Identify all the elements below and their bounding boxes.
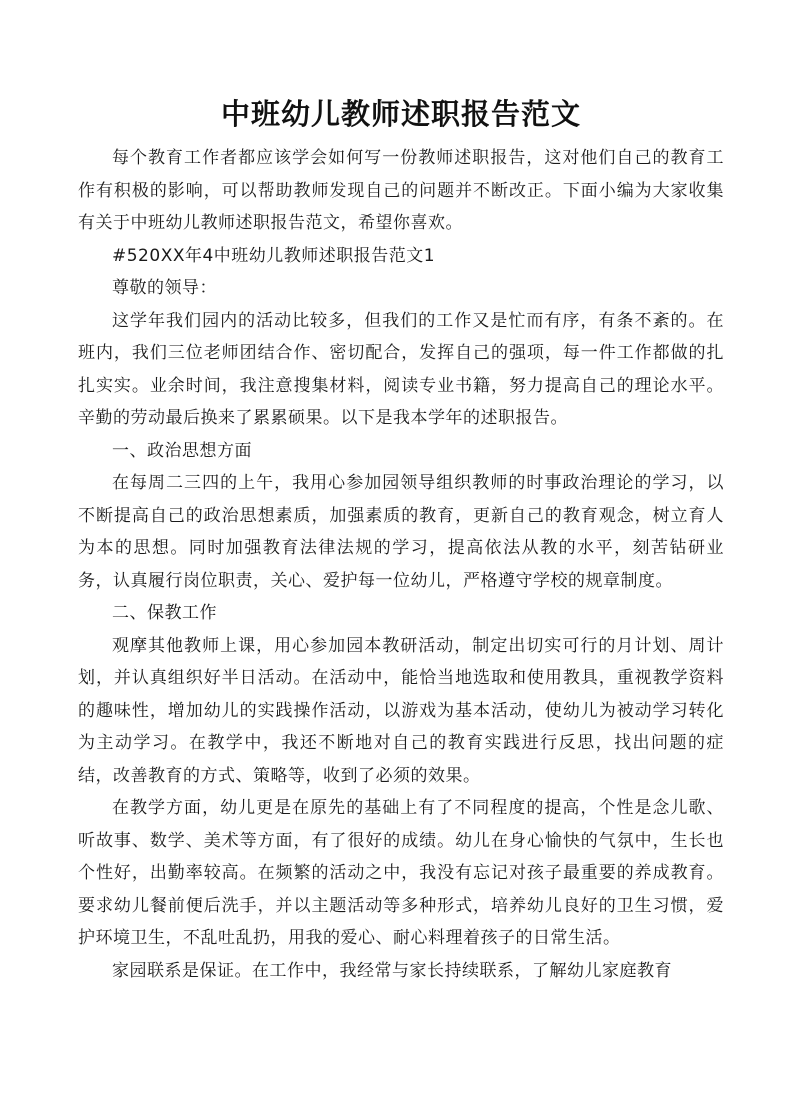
report-heading: #520XX年4中班幼儿教师述职报告范文1 (112, 245, 436, 266)
section-heading-teaching: 二、保教工作 (112, 603, 217, 623)
body-paragraph: 这学年我们园内的活动比较多，但我们的工作又是忙而有序，有条不紊的。在班内，我们三位老师团结合作、密切配合，发挥自己的强项，每一件工作都做的扎扎实实。业余时间，我注意搜集材料，阅读专业书籍，努力提高自己的理论水平。辛勤的劳动最后换来了累累硕果。以下是我本学年的述职报告。 (78, 310, 724, 428)
document-title: 中班幼儿教师述职报告范文 (220, 97, 581, 131)
body-paragraph: 家园联系是保证。在工作中，我经常与家长持续联系，了解幼儿家庭教育 (112, 960, 672, 981)
body-paragraph: 在教学方面，幼儿更是在原先的基础上有了不同程度的提高，个性是念儿歌、听故事、数学、美术等方面，有了很好的成绩。幼儿在身心愉快的气氛中，生长也个性好，出勤率较高。在频繁的活动之中，我没有忘记对孩子最重要的养成教育。要求幼儿餐前便后洗手，并以主题活动等多种形式，培养幼儿良好的卫生习惯，爱护环境卫生，不乱吐乱扔，用我的爱心、耐心料理着孩子的日常生活。 (78, 798, 724, 948)
intro-paragraph: 每个教育工作者都应该学会如何写一份教师述职报告，这对他们自己的教育工作有积极的影响，可以帮助教师发现自己的问题并不断改正。下面小编为大家收集有关于中班幼儿教师述职报告范文，希望你喜欢。 (78, 148, 724, 233)
section-heading-politics: 一、政治思想方面 (112, 440, 252, 461)
body-paragraph: 在每周二三四的上午，我用心参加园领导组织教师的时事政治理论的学习，以不断提高自己的政治思想素质，加强素质的教育，更新自己的教育观念，树立育人为本的思想。同时加强教育法律法规的学习，提高依法从教的水平，刻苦钻研业务，认真履行岗位职责，关心、爱护每一位幼儿，严格遵守学校的规章制度。 (78, 473, 724, 591)
body-paragraph: 观摩其他教师上课，用心参加园本教研活动，制定出切实可行的月计划、周计划，并认真组织好半日活动。在活动中，能恰当地选取和使用教具，重视教学资料的趣味性，增加幼儿的实践操作活动，以游戏为基本活动，使幼儿为被动学习转化为主动学习。在教学中，我还不断地对自己的教育实践进行反思，找出问题的症结，改善教育的方式、策略等，收到了必须的效果。 (78, 635, 724, 786)
salutation: 尊敬的领导： (112, 278, 217, 298)
document-page (78, 92, 724, 987)
